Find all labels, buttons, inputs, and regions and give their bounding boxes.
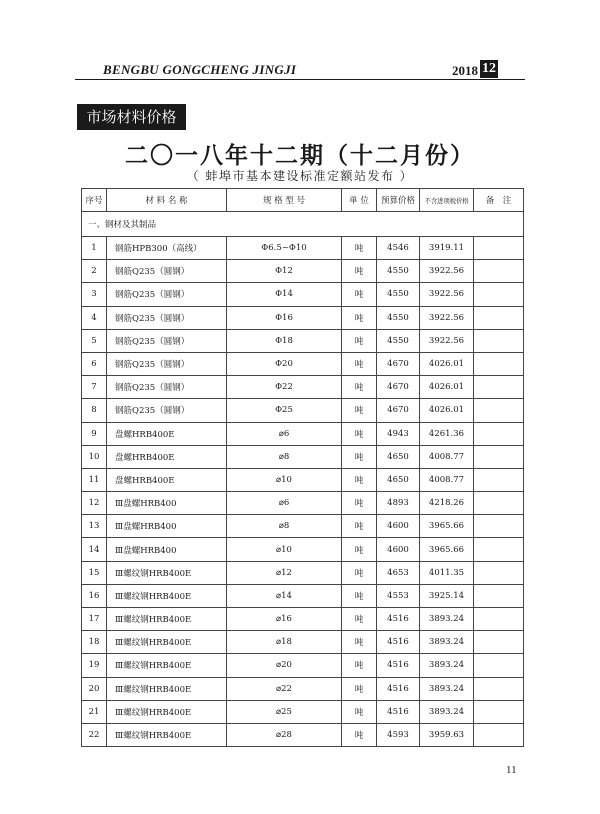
- header-spec: 规 格 型 号: [227, 189, 342, 212]
- cell-unit: 吨: [342, 468, 377, 491]
- issue-year: 2018: [452, 63, 478, 78]
- cell-no: 3: [82, 283, 107, 306]
- table-row: [82, 306, 524, 329]
- cell-remark: [474, 399, 524, 422]
- cell-no: 5: [82, 329, 107, 352]
- cell-price-excl-tax: 3922.56: [420, 260, 474, 283]
- cell-no: 14: [82, 538, 107, 561]
- table-row: [82, 584, 524, 607]
- cell-name: 钢筋HPB300（高线）: [107, 237, 227, 260]
- cell-budget-price: 4550: [377, 283, 420, 306]
- cell-no: 7: [82, 376, 107, 399]
- cell-remark: [474, 723, 524, 746]
- cell-remark: [474, 700, 524, 723]
- cell-name: Ⅲ螺纹钢HRB400E: [107, 631, 227, 654]
- cell-no: 12: [82, 492, 107, 515]
- table-row: [82, 700, 524, 723]
- cell-name: 钢筋Q235（圆钢）: [107, 306, 227, 329]
- cell-budget-price: 4550: [377, 260, 420, 283]
- table-row: [82, 329, 524, 352]
- cell-spec: ⌀12: [227, 561, 342, 584]
- cell-remark: [474, 422, 524, 445]
- cell-price-excl-tax: 3925.14: [420, 584, 474, 607]
- cell-budget-price: 4553: [377, 584, 420, 607]
- cell-unit: 吨: [342, 329, 377, 352]
- cell-unit: 吨: [342, 492, 377, 515]
- table-row: [82, 445, 524, 468]
- cell-no: 20: [82, 677, 107, 700]
- cell-name: 钢筋Q235（圆钢）: [107, 376, 227, 399]
- cell-price-excl-tax: 3893.24: [420, 608, 474, 631]
- cell-no: 19: [82, 654, 107, 677]
- cell-spec: ⌀10: [227, 468, 342, 491]
- cell-spec: Φ12: [227, 260, 342, 283]
- cell-budget-price: 4600: [377, 515, 420, 538]
- cell-unit: 吨: [342, 677, 377, 700]
- cell-price-excl-tax: 4218.26: [420, 492, 474, 515]
- cell-spec: Φ22: [227, 376, 342, 399]
- cell-name: Ⅲ螺纹钢HRB400E: [107, 700, 227, 723]
- cell-spec: ⌀18: [227, 631, 342, 654]
- cell-budget-price: 4550: [377, 329, 420, 352]
- cell-budget-price: 4516: [377, 654, 420, 677]
- cell-name: 盘螺HRB400E: [107, 468, 227, 491]
- header-budget-price: 预算价格: [377, 189, 420, 212]
- table-row: [82, 260, 524, 283]
- cell-unit: 吨: [342, 608, 377, 631]
- cell-spec: Φ20: [227, 352, 342, 375]
- table-row: [82, 399, 524, 422]
- cell-name: 钢筋Q235（圆钢）: [107, 399, 227, 422]
- cell-budget-price: 4653: [377, 561, 420, 584]
- cell-no: 6: [82, 352, 107, 375]
- cell-no: 13: [82, 515, 107, 538]
- cell-price-excl-tax: 3922.56: [420, 283, 474, 306]
- page-title: 二〇一八年十二期（十二月份）: [125, 143, 475, 169]
- cell-price-excl-tax: 4026.01: [420, 376, 474, 399]
- cell-remark: [474, 631, 524, 654]
- cell-price-excl-tax: 3893.24: [420, 677, 474, 700]
- cell-name: Ⅲ盘螺HRB400: [107, 538, 227, 561]
- cell-price-excl-tax: 4008.77: [420, 445, 474, 468]
- cell-budget-price: 4516: [377, 631, 420, 654]
- cell-name: Ⅲ螺纹钢HRB400E: [107, 608, 227, 631]
- group-row: [82, 212, 524, 237]
- cell-remark: [474, 561, 524, 584]
- cell-price-excl-tax: 3922.56: [420, 306, 474, 329]
- cell-remark: [474, 306, 524, 329]
- cell-price-excl-tax: 3893.24: [420, 654, 474, 677]
- cell-unit: 吨: [342, 422, 377, 445]
- cell-remark: [474, 468, 524, 491]
- cell-no: 15: [82, 561, 107, 584]
- table-row: [82, 723, 524, 746]
- cell-spec: ⌀8: [227, 445, 342, 468]
- cell-spec: ⌀22: [227, 677, 342, 700]
- cell-no: 11: [82, 468, 107, 491]
- cell-unit: 吨: [342, 700, 377, 723]
- journal-title: BENGBU GONGCHENG JINGJI: [103, 62, 297, 77]
- page-number: 11: [506, 764, 517, 776]
- cell-budget-price: 4516: [377, 677, 420, 700]
- cell-spec: ⌀8: [227, 515, 342, 538]
- table-row: [82, 376, 524, 399]
- cell-remark: [474, 329, 524, 352]
- issue-number-badge: 12: [482, 61, 496, 76]
- cell-no: 18: [82, 631, 107, 654]
- cell-price-excl-tax: 3893.24: [420, 700, 474, 723]
- cell-remark: [474, 352, 524, 375]
- table-row: [82, 283, 524, 306]
- cell-budget-price: 4600: [377, 538, 420, 561]
- cell-no: 10: [82, 445, 107, 468]
- cell-unit: 吨: [342, 538, 377, 561]
- cell-name: 钢筋Q235（圆钢）: [107, 352, 227, 375]
- cell-no: 16: [82, 584, 107, 607]
- cell-spec: Φ25: [227, 399, 342, 422]
- cell-spec: ⌀16: [227, 608, 342, 631]
- cell-name: 盘螺HRB400E: [107, 422, 227, 445]
- page-subtitle: （ 蚌埠市基本建设标准定额站发布 ）: [186, 169, 414, 183]
- cell-no: 2: [82, 260, 107, 283]
- cell-spec: ⌀20: [227, 654, 342, 677]
- cell-price-excl-tax: 3919.11: [420, 237, 474, 260]
- cell-unit: 吨: [342, 352, 377, 375]
- table-row: [82, 422, 524, 445]
- cell-budget-price: 4670: [377, 399, 420, 422]
- cell-remark: [474, 492, 524, 515]
- cell-budget-price: 4650: [377, 445, 420, 468]
- cell-spec: Φ18: [227, 329, 342, 352]
- cell-spec: ⌀6: [227, 422, 342, 445]
- cell-remark: [474, 283, 524, 306]
- cell-price-excl-tax: 4008.77: [420, 468, 474, 491]
- cell-remark: [474, 445, 524, 468]
- table-row: [82, 237, 524, 260]
- cell-spec: ⌀14: [227, 584, 342, 607]
- table-row: [82, 631, 524, 654]
- cell-unit: 吨: [342, 306, 377, 329]
- cell-budget-price: 4650: [377, 468, 420, 491]
- cell-remark: [474, 608, 524, 631]
- table-row: [82, 492, 524, 515]
- cell-name: Ⅲ盘螺HRB400: [107, 492, 227, 515]
- cell-spec: ⌀25: [227, 700, 342, 723]
- cell-name: Ⅲ螺纹钢HRB400E: [107, 561, 227, 584]
- cell-unit: 吨: [342, 631, 377, 654]
- cell-unit: 吨: [342, 515, 377, 538]
- cell-spec: Φ16: [227, 306, 342, 329]
- table-row: [82, 654, 524, 677]
- cell-remark: [474, 538, 524, 561]
- cell-name: Ⅲ螺纹钢HRB400E: [107, 723, 227, 746]
- cell-budget-price: 4516: [377, 700, 420, 723]
- cell-spec: ⌀28: [227, 723, 342, 746]
- table-row: [82, 677, 524, 700]
- cell-name: Ⅲ螺纹钢HRB400E: [107, 677, 227, 700]
- cell-remark: [474, 237, 524, 260]
- cell-name: Ⅲ盘螺HRB400: [107, 515, 227, 538]
- cell-budget-price: 4893: [377, 492, 420, 515]
- cell-budget-price: 4546: [377, 237, 420, 260]
- cell-unit: 吨: [342, 561, 377, 584]
- cell-name: Ⅲ螺纹钢HRB400E: [107, 654, 227, 677]
- cell-no: 8: [82, 399, 107, 422]
- header-price-excl-tax: 不含进项税价格: [420, 189, 474, 212]
- cell-unit: 吨: [342, 399, 377, 422]
- cell-unit: 吨: [342, 376, 377, 399]
- cell-price-excl-tax: 3965.66: [420, 538, 474, 561]
- header-remark: 备 注: [474, 189, 524, 212]
- cell-price-excl-tax: 4026.01: [420, 399, 474, 422]
- cell-price-excl-tax: 3959.63: [420, 723, 474, 746]
- cell-price-excl-tax: 3922.56: [420, 329, 474, 352]
- cell-price-excl-tax: 4011.35: [420, 561, 474, 584]
- group-title: 一、钢材及其制品: [82, 212, 524, 237]
- section-tag: 市场材料价格: [77, 104, 186, 130]
- header-name: 材 料 名 称: [107, 189, 227, 212]
- cell-budget-price: 4943: [377, 422, 420, 445]
- cell-price-excl-tax: 3893.24: [420, 631, 474, 654]
- cell-budget-price: 4516: [377, 608, 420, 631]
- cell-name: 钢筋Q235（圆钢）: [107, 283, 227, 306]
- cell-unit: 吨: [342, 654, 377, 677]
- cell-unit: 吨: [342, 445, 377, 468]
- cell-price-excl-tax: 4026.01: [420, 352, 474, 375]
- header-unit: 单 位: [342, 189, 377, 212]
- material-price-table: [81, 188, 524, 747]
- header-no: 序号: [82, 189, 107, 212]
- cell-no: 1: [82, 237, 107, 260]
- table-row: [82, 352, 524, 375]
- table-row: [82, 468, 524, 491]
- cell-spec: ⌀6: [227, 492, 342, 515]
- cell-remark: [474, 515, 524, 538]
- cell-price-excl-tax: 4261.36: [420, 422, 474, 445]
- cell-budget-price: 4550: [377, 306, 420, 329]
- cell-remark: [474, 260, 524, 283]
- table-row: [82, 608, 524, 631]
- cell-no: 4: [82, 306, 107, 329]
- table-row: [82, 538, 524, 561]
- cell-budget-price: 4670: [377, 376, 420, 399]
- cell-unit: 吨: [342, 237, 377, 260]
- cell-name: 钢筋Q235（圆钢）: [107, 260, 227, 283]
- cell-no: 22: [82, 723, 107, 746]
- cell-name: Ⅲ螺纹钢HRB400E: [107, 584, 227, 607]
- cell-remark: [474, 584, 524, 607]
- cell-unit: 吨: [342, 283, 377, 306]
- cell-spec: Φ14: [227, 283, 342, 306]
- cell-no: 21: [82, 700, 107, 723]
- cell-spec: Φ6.5~Φ10: [227, 237, 342, 260]
- cell-spec: ⌀10: [227, 538, 342, 561]
- cell-price-excl-tax: 3965.66: [420, 515, 474, 538]
- cell-name: 钢筋Q235（圆钢）: [107, 329, 227, 352]
- table-row: [82, 515, 524, 538]
- cell-unit: 吨: [342, 260, 377, 283]
- cell-remark: [474, 677, 524, 700]
- cell-remark: [474, 654, 524, 677]
- cell-unit: 吨: [342, 723, 377, 746]
- cell-name: 盘螺HRB400E: [107, 445, 227, 468]
- cell-budget-price: 4670: [377, 352, 420, 375]
- cell-no: 17: [82, 608, 107, 631]
- table-row: [82, 561, 524, 584]
- cell-no: 9: [82, 422, 107, 445]
- cell-unit: 吨: [342, 584, 377, 607]
- cell-budget-price: 4593: [377, 723, 420, 746]
- header-divider: [75, 79, 525, 80]
- table-header-row: [82, 189, 524, 212]
- cell-remark: [474, 376, 524, 399]
